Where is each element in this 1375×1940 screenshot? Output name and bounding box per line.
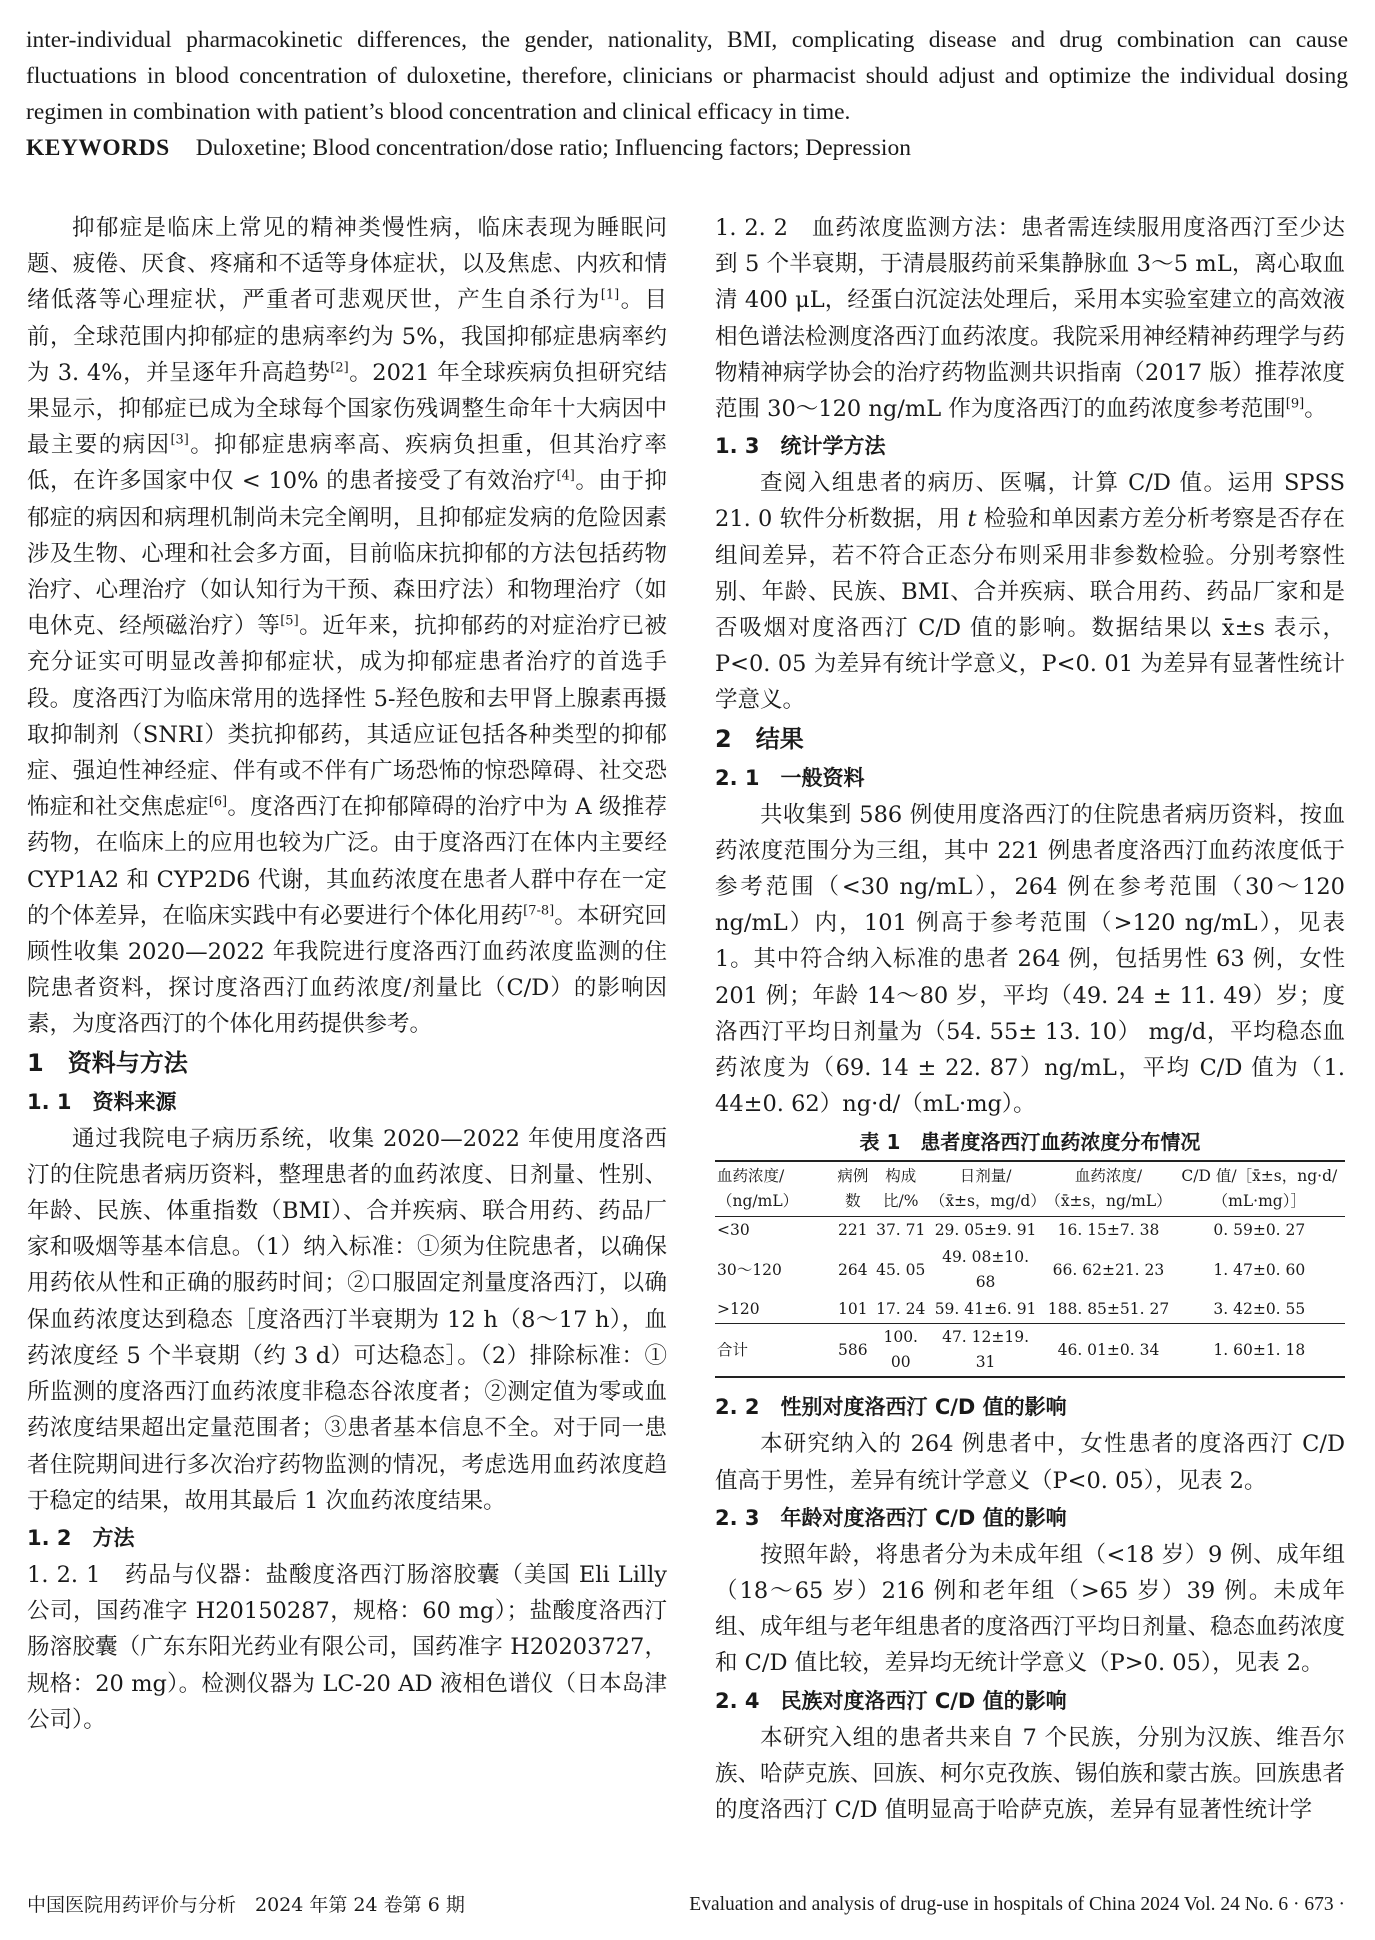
table-cell: <30 <box>717 1221 750 1240</box>
table-cell: 66. 62±21. 23 <box>1052 1260 1165 1279</box>
paragraph-2-4: 本研究入组的患者共来自 7 个民族，分别为汉族、维吾尔族、哈萨克族、回族、柯尔克孜族、锡伯族和蒙古族。回族患者的度洛西汀 C/D 值明显高于哈萨克族，差异有显著性统计学 <box>715 1724 1346 1824</box>
table-row <box>715 1217 1345 1245</box>
citation-ref: [2] <box>330 360 349 376</box>
citation-ref: [9] <box>1285 396 1305 412</box>
intro-paragraph <box>27 210 667 1043</box>
section-heading-1-3: 1. 3 统计学方法 <box>715 434 886 459</box>
citation-ref: [4] <box>556 468 575 484</box>
right-column <box>715 210 1345 1828</box>
left-column <box>27 210 667 1738</box>
distribution-table <box>715 1160 1345 1378</box>
paragraph-2-1: 共收集到 586 例使用度洛西汀的住院患者病历资料，按血药浓度范围分为三组，其中 221 例患者度洛西汀血药浓度低于参考范围（<30 ng/mL），264 例在参考范围（30～120 ng/mL）内，101 例高于参考范围（>120 ng/mL），见表 1。其中符合纳入标准的患者 264 例，包括男性 63 例，女性 201 例；年龄 14～80 岁，平均（49. 24 ± 11. 49）岁；度洛西汀平均日剂量为（54. 55± 13. 10） mg/d，平均稳态血药浓度为（69. 14 ± 22. 87）ng/mL，平均 C/D 值为（1. 44±0. 62）ng·d/（mL·mg）。 <box>715 801 1345 1118</box>
keywords-line <box>26 130 1348 166</box>
table-header-cell: 构成比/% <box>874 1161 928 1217</box>
table-row <box>715 1244 1345 1296</box>
table-header-cell: 病例数 <box>832 1161 874 1217</box>
table-cell: 49. 08±10. 68 <box>942 1248 1030 1292</box>
table-row <box>715 1296 1345 1324</box>
table-cell: 100. 00 <box>874 1324 928 1378</box>
table-cell: 1. 60±1. 18 <box>1174 1324 1345 1378</box>
section-heading-2-3: 2. 3 年龄对度洛西汀 C/D 值的影响 <box>715 1505 1067 1530</box>
table-cell: 45. 05 <box>876 1260 926 1279</box>
table-header-cell: C/D 值/［x̄±s，ng·d/（mL·mg）］ <box>1174 1161 1345 1217</box>
table-cell: 37. 71 <box>876 1221 926 1240</box>
table-cell: 29. 05±9. 91 <box>934 1221 1037 1240</box>
citation-ref: [1] <box>600 287 620 303</box>
intro-text: 。2021 年全球疾病负担研究结果显示，抑郁症已成为全球每个国家伤残调整生命年十大病因中最主要的病因 <box>27 359 667 459</box>
section-heading-1: 1 资料与方法 <box>27 1048 188 1077</box>
table-cell: 47. 12±19. 31 <box>928 1324 1043 1378</box>
table-cell: 586 <box>832 1324 874 1378</box>
section-heading-2-4: 2. 4 民族对度洛西汀 C/D 值的影响 <box>715 1688 1067 1713</box>
table-cell: 合计 <box>715 1324 832 1378</box>
table-cell: 16. 15±7. 38 <box>1057 1221 1160 1240</box>
citation-ref: [5] <box>280 613 299 629</box>
intro-text: 。近年来，抗抑郁药的对症治疗已被充分证实可明显改善抑郁症状，成为抑郁症患者治疗的首选手段。度洛西汀为临床常用的选择性 5-羟色胺和去甲肾上腺素再摄取抑制剂（SNRI）类抗抑郁药，其适应证包括各种类型的抑郁症、强迫性神经症、伴有或不伴有广场恐怖的惊恐障碍、社交恐怖症和社交焦虑症 <box>27 613 667 821</box>
table-caption: 表 1 患者度洛西汀血药浓度分布情况 <box>859 1130 1201 1155</box>
section-heading-1-1: 1. 1 资料来源 <box>27 1089 177 1114</box>
paragraph-2-3: 按照年龄，将患者分为未成年组（<18 岁）9 例、成年组（18～65 岁）216 例和老年组（>65 岁）39 例。未成年组、成年组与老年组患者的度洛西汀平均日剂量、稳态血药浓度和 C/D 值比较，差异均无统计学意义（P>0. 05），见表 2。 <box>715 1541 1346 1677</box>
table-cell: 264 <box>838 1260 868 1279</box>
table-cell: 221 <box>838 1221 868 1240</box>
paragraph-1-2-1: 1. 2. 1 药品与仪器：盐酸度洛西汀肠溶胶囊（美国 Eli Lilly 公司，国药准字 H20150287，规格：60 mg）；盐酸度洛西汀肠溶胶囊（广东东阳光药业有限公司，国药准字 H20203727，规格：20 mg）。检测仪器为 LC-20 AD 液相色谱仪（日本岛津公司）。 <box>27 1561 667 1733</box>
abstract-block <box>26 22 1348 166</box>
intro-text: 。目前，全球范围内抑郁症的患病率约为 5%，我国抑郁症患病率约为 3. 4%，并呈逐年升高趋势 <box>27 287 667 386</box>
intro-text: 。本研究回顾性收集 2020—2022 年我院进行度洛西汀血药浓度监测的住院患者资料，探讨度洛西汀血药浓度/剂量比（C/D）的影响因素，为度洛西汀的个体化用药提供参考。 <box>27 902 667 1038</box>
table-header-cell: 血药浓度/（x̄±s，ng/mL） <box>1043 1161 1173 1217</box>
section-heading-2: 2 结果 <box>715 724 804 753</box>
table-total-row <box>715 1324 1345 1378</box>
table-cell: 17. 24 <box>876 1300 926 1319</box>
table-header-cell: 血药浓度/（ng/mL） <box>715 1161 832 1217</box>
intro-text: 抑郁症是临床上常见的精神类慢性病，临床表现为睡眠问题、疲倦、厌食、疼痛和不适等身体症状，以及焦虑、内疚和情绪低落等心理症状，严重者可悲观厌世，产生自杀行为 <box>27 215 667 314</box>
citation-ref: [3] <box>170 432 189 448</box>
abstract-text: inter-individual pharmacokinetic differences, the gender, nationality, BMI, complicating disease and drug combination can cause fluctuations in blood concentration of duloxetine, therefore, clinicians or pharmacist should adjust and optimize the individual dosing regimen in combination with patient’s blood concentration and clinical efficacy in time. <box>26 27 1348 125</box>
footer-journal-cn: 中国医院用药评价与分析 2024 年第 24 卷第 6 期 <box>27 1894 465 1916</box>
table-cell: 59. 41±6. 91 <box>934 1300 1037 1319</box>
table-header-row <box>715 1161 1345 1217</box>
footer-journal-en: Evaluation and analysis of drug-use in hospitals of China 2024 Vol. 24 No. 6 · 673 · <box>689 1894 1345 1915</box>
table-cell: 3. 42±0. 55 <box>1213 1300 1306 1319</box>
table-header-cell: 日剂量/（x̄±s，mg/d） <box>928 1161 1043 1217</box>
paragraph-1-2-2: 1. 2. 2 血药浓度监测方法：患者需连续服用度洛西汀至少达到 5 个半衰期，于清晨服药前采集静脉血 3～5 mL，离心取血清 400 μL，经蛋白沉淀法处理后，采用本实验室建立的高效液相色谱法检测度洛西汀血药浓度。我院采用神经精神药理学与药物精神病学协会的治疗药物监测共识指南（2017 版）推荐浓度范围 30～120 ng/mL 作为度洛西汀的血药浓度参考范围[9]。 <box>715 215 1346 423</box>
keywords-text: Duloxetine; Blood concentration/dose ratio; Influencing factors; Depression <box>195 135 911 161</box>
intro-text: 。度洛西汀在抑郁障碍的治疗中为 A 级推荐药物，在临床上的应用也较为广泛。由于度洛西汀在体内主要经 CYP1A2 和 CYP2D6 代谢，其血药浓度在患者人群中存在一定的个体差异，在临床实践中有必要进行个体化用药 <box>27 794 667 929</box>
section-heading-2-1: 2. 1 一般资料 <box>715 765 865 790</box>
table-cell: >120 <box>717 1300 760 1319</box>
intro-text: 。由于抑郁症的病因和病理机制尚未完全阐明，且抑郁症发病的危险因素涉及生物、心理和社会多方面，目前临床抗抑郁的方法包括药物治疗、心理治疗（如认知行为干预、森田疗法）和物理治疗（如电休克、经颅磁治疗）等 <box>27 468 667 640</box>
paragraph-1-3: 查阅入组患者的病历、医嘱，计算 C/D 值。运用 SPSS 21. 0 软件分析数据，用 t 检验和单因素方差分析考察是否存在组间差异，若不符合正态分布则采用非参数检验。分别考察性别、年龄、民族、BMI、合并疾病、联合用药、药品厂家和是否吸烟对度洛西汀 C/D 值的影响。数据结果以 x̄±s 表示，P<0. 05 为差异有统计学意义，P<0. 01 为差异有显著性统计学意义。 <box>715 470 1345 714</box>
citation-ref: [6] <box>208 794 228 810</box>
table-cell: 101 <box>838 1300 868 1319</box>
table-cell: 46. 01±0. 34 <box>1043 1324 1173 1378</box>
intro-text: 。抑郁症患病率高、疾病负担重，但其治疗率低，在许多国家中仅 < 10% 的患者接受了有效治疗 <box>27 432 667 495</box>
section-heading-2-2: 2. 2 性别对度洛西汀 C/D 值的影响 <box>715 1395 1067 1420</box>
paragraph-2-2: 本研究纳入的 264 例患者中，女性患者的度洛西汀 C/D 值高于男性，差异有统计学意义（P<0. 05），见表 2。 <box>715 1431 1345 1494</box>
section-heading-1-2: 1. 2 方法 <box>27 1525 135 1550</box>
table-cell: 30～120 <box>717 1260 782 1279</box>
paragraph-1-1: 通过我院电子病历系统，收集 2020—2022 年使用度洛西汀的住院患者病历资料，整理患者的血药浓度、日剂量、性别、年龄、民族、体重指数（BMI）、合并疾病、联合用药、药品厂家和吸烟等基本信息。（1）纳入标准：①须为住院患者，以确保用药依从性和正确的服药时间；②口服固定剂量度洛西汀，以确保血药浓度达到稳态［度洛西汀半衰期为 12 h（8～17 h），血药浓度经 5 个半衰期（约 3 d）可达稳态］。（2）排除标准：①所监测的度洛西汀血药浓度非稳态谷浓度者；②测定值为零或血药浓度结果超出定量范围者；③患者基本信息不全。对于同一患者住院期间进行多次治疗药物监测的情况，考虑选用血药浓度趋于稳定的结果，故用其最后 1 次血药浓度结果。 <box>27 1125 667 1514</box>
citation-ref: [7-8] <box>523 903 555 919</box>
keywords-label: KEYWORDS <box>26 135 170 161</box>
table-cell: 188. 85±51. 27 <box>1047 1300 1170 1319</box>
table-cell: 1. 47±0. 60 <box>1213 1260 1306 1279</box>
table-cell: 0. 59±0. 27 <box>1213 1221 1306 1240</box>
